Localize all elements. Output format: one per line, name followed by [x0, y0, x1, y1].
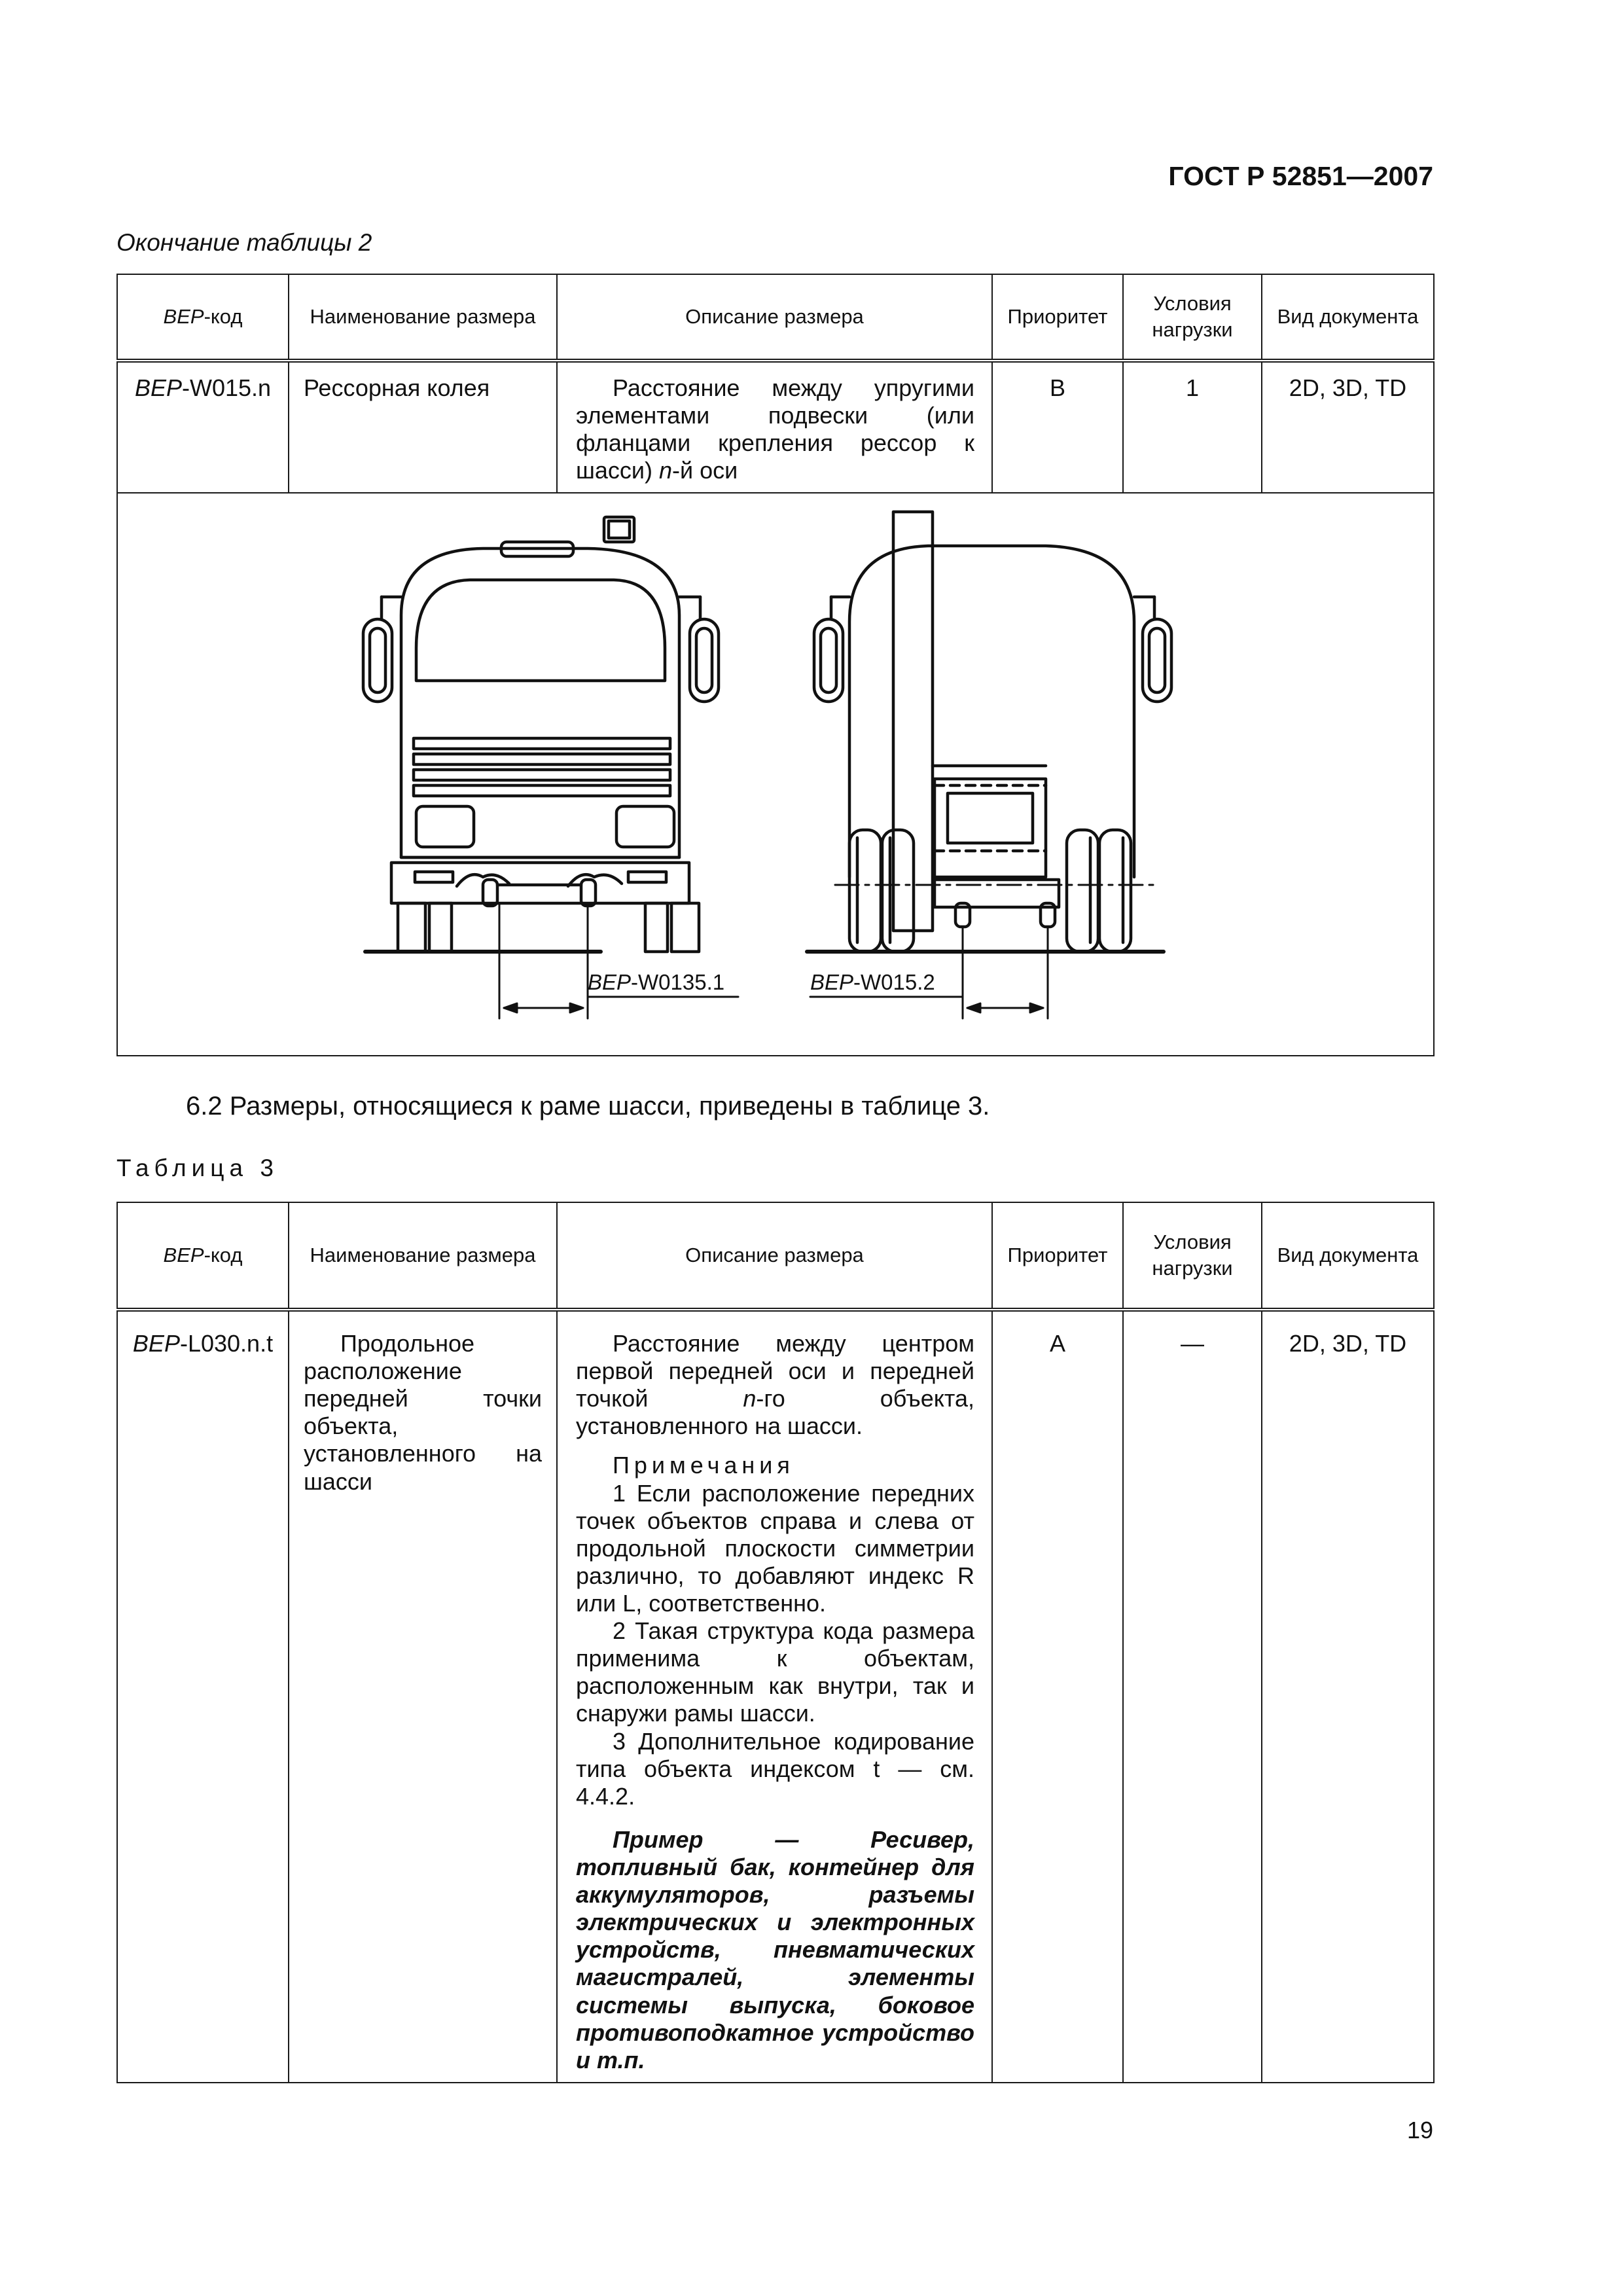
cell-load: — — [1123, 1310, 1262, 2083]
cell-doc: 2D, 3D, TD — [1262, 1310, 1434, 2083]
col-desc-header: Описание размера — [557, 274, 992, 361]
col-priority-header: Приоритет — [992, 1202, 1123, 1310]
cell-priority: В — [992, 361, 1123, 493]
col-code-header: ВЕР-код — [117, 1202, 289, 1310]
cell-name: Рессорная колея — [289, 361, 557, 493]
dim-label-left: ВЕР-W0135.1 — [588, 970, 725, 994]
col-load-header: Условия нагрузки — [1123, 1202, 1262, 1310]
cell-desc: Расстояние между упругими элементами подвески (или фланцами крепления рессор к шасси) n-й оси — [557, 361, 992, 493]
col-desc-header: Описание размера — [557, 1202, 992, 1310]
table3-caption: Таблица 3 — [116, 1155, 279, 1181]
table2-row — [117, 361, 1434, 493]
col-doc-header: Вид документа — [1262, 274, 1434, 361]
cell-code: ВЕР-W015.n — [117, 361, 289, 493]
cell-load: 1 — [1123, 361, 1262, 493]
notes-title: Примечания — [613, 1452, 794, 1479]
example-text: Пример — Ресивер, топливный бак, контейнер для аккумуляторов, разъемы электрических и электронных устройств, пневматических магистралей, элементы системы выпуска, боковое противоподкатное устройство и т.п. — [576, 1825, 974, 2073]
truck-figure — [116, 484, 1433, 1047]
truck-front-view — [363, 517, 719, 952]
truck-rear-view — [807, 512, 1171, 952]
col-name-header: Наименование размера — [289, 1202, 557, 1310]
col-doc-header: Вид документа — [1262, 1202, 1434, 1310]
section-paragraph: 6.2 Размеры, относящиеся к раме шасси, приведены в таблице 3. — [186, 1092, 990, 1121]
cell-priority: А — [992, 1310, 1123, 2083]
col-load-header: Условия нагрузки — [1123, 274, 1262, 361]
desc-main: Расстояние между центром первой передней оси и передней точкой n-го объекта, установленного на шасси. — [576, 1330, 974, 1440]
note-3: 3 Дополнительное кодирование типа объекта индексом t — см. 4.4.2. — [576, 1727, 974, 1810]
cell-desc — [557, 1310, 992, 2083]
col-name-header: Наименование размера — [289, 274, 557, 361]
cell-code: ВЕР-L030.n.t — [117, 1310, 289, 2083]
col-code-header: ВЕР-код — [117, 274, 289, 361]
table3-header-row — [117, 1202, 1434, 1310]
col-priority-header: Приоритет — [992, 274, 1123, 361]
table3-row — [117, 1310, 1434, 2083]
table2-caption: Окончание таблицы 2 — [116, 229, 372, 256]
dimension-lines — [499, 903, 1048, 1018]
table2-header-row — [117, 274, 1434, 361]
note-1: 1 Если расположение передних точек объектов справа и слева от продольной плоскости симметрии различно, то добавляют индекс R или L, соответственно. — [576, 1479, 974, 1617]
cell-doc: 2D, 3D, TD — [1262, 361, 1434, 493]
dim-label-right: ВЕР-W015.2 — [810, 970, 935, 994]
table3 — [116, 1202, 1435, 2083]
page-number: 19 — [1406, 2117, 1433, 2144]
cell-name: Продольное расположение передней точки объекта, установленного на шасси — [289, 1310, 557, 2083]
standard-code: ГОСТ Р 52851—2007 — [1168, 161, 1433, 191]
note-2: 2 Такая структура кода размера применима к объектам, расположенным как внутри, так и снаружи рамы шасси. — [576, 1617, 974, 1727]
